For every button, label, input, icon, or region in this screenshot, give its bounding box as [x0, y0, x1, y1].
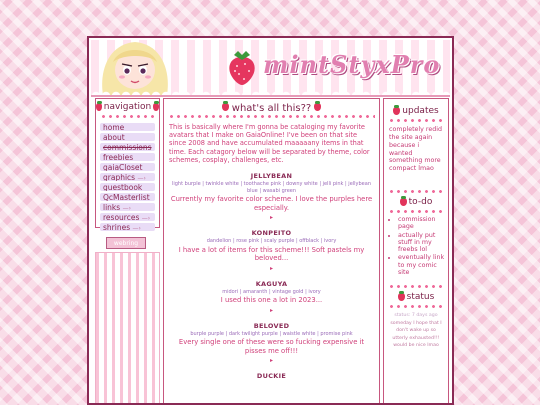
submenu-arrow-icon: —› [141, 214, 151, 221]
page-frame [87, 36, 454, 405]
decorative-pattern [95, 252, 160, 405]
section-description: I used this one a lot in 2023... [220, 296, 323, 305]
main-content [163, 98, 380, 405]
nav-item-freebies[interactable] [100, 153, 155, 162]
strawberry-icon [400, 198, 407, 206]
strawberry-logo-icon [225, 49, 259, 87]
nav-item-label: commissions [103, 142, 152, 151]
navigation-panel [95, 98, 160, 231]
navigation-title-text: navigation [103, 102, 152, 112]
nav-item-label: freebies [103, 152, 134, 161]
section-list [164, 172, 379, 380]
nav-item-label: home [103, 122, 125, 131]
todo-item: • actually put stuff in my freebs lol [398, 232, 445, 254]
strawberry-icon [96, 103, 102, 111]
header-scallop-divider [91, 90, 450, 96]
status-box [384, 284, 448, 350]
expand-arrow-icon[interactable]: ▸ [269, 214, 273, 222]
nav-item-guestbook[interactable] [100, 183, 155, 192]
strawberry-icon [153, 103, 159, 111]
status-content [384, 309, 448, 350]
status-message: someday I hope that I don't wake up so utterly exhausted!!! would be nice lmao [390, 320, 442, 349]
expand-arrow-icon[interactable]: ▸ [269, 357, 273, 365]
todo-title-text: to-do [408, 197, 433, 208]
strawberry-icon [398, 293, 405, 301]
nav-item-label: gaiaCloset [103, 162, 143, 171]
section-konpeito [164, 229, 379, 271]
nav-item-label: QcMasterlist [103, 192, 150, 201]
nav-item-gaiacloset[interactable] [100, 163, 155, 172]
webring-button[interactable]: webring [106, 237, 146, 249]
nav-item-label: resources [103, 212, 140, 221]
navigation-list [96, 119, 159, 235]
site-title: mintStyxPro [263, 50, 441, 79]
todo-item: • eventually link to my comic site [398, 254, 445, 276]
section-title[interactable]: DUCKIE [256, 372, 287, 381]
sidebar-right [383, 98, 449, 405]
strawberry-icon [393, 107, 400, 115]
expand-arrow-icon[interactable]: ▸ [269, 264, 273, 272]
nav-item-label: guestbook [103, 182, 143, 191]
section-title[interactable]: JELLYBEAN [250, 172, 293, 181]
main-title [164, 99, 379, 114]
nav-item-label: shrines [103, 222, 131, 231]
section-title[interactable]: KONPEITO [251, 229, 292, 238]
section-kaguya [164, 280, 379, 314]
section-color-tags: midori | amaranth | vintage gold | ivory [222, 288, 321, 295]
nav-item-qcmasterlist[interactable] [100, 193, 155, 202]
section-duckie [164, 372, 379, 380]
strawberry-icon [314, 103, 321, 111]
submenu-arrow-icon: —› [132, 224, 141, 231]
intro-text: This is basically where I'm gonna be cataloging my favorite avatars that I make on GaiaOnline! I've been on that site since 2008 and have accumulated maaaaany items in that time. Each catagory below will be separated by theme, color schemes, cosplay, challenges, etc. [169, 123, 370, 164]
section-description: Every single one of these were so fucking expensive it pisses me off!!! [178, 338, 365, 355]
nav-item-resources[interactable] [100, 213, 155, 222]
nav-item-shrines[interactable] [100, 223, 155, 232]
section-jellybean [164, 172, 379, 221]
status-title-text: status [406, 292, 435, 303]
navigation-title [96, 99, 159, 114]
section-title[interactable]: KAGUYA [255, 279, 288, 288]
todo-box [384, 189, 448, 276]
submenu-arrow-icon: —› [137, 174, 146, 181]
section-description: I have a lot of items for this scheme!!! Soft pastels my beloved... [178, 245, 365, 263]
nav-item-graphics[interactable] [100, 173, 155, 182]
status-title [384, 289, 448, 304]
nav-item-commissions[interactable] [100, 143, 155, 152]
strawberry-icon [222, 103, 229, 111]
section-beloved [164, 322, 379, 364]
updates-title [384, 103, 448, 118]
section-description: Currently my favorite color scheme. I love the purples here especially. [170, 195, 373, 212]
status-time: status: 7 days ago [394, 313, 438, 319]
updates-text: completely redid the site again because i wanted something more compact lmao [389, 126, 442, 173]
nav-item-about[interactable] [100, 133, 155, 142]
section-title[interactable]: BELOVED [253, 321, 290, 330]
updates-box [384, 103, 448, 173]
main-title-text: what's all this?? [231, 103, 312, 114]
todo-title [384, 194, 448, 209]
section-color-tags: dandelion | rose pink | scaly purple | offblack | ivory [206, 238, 337, 245]
site-header [91, 40, 450, 97]
section-color-tags: burple purple | dark twilight purple | waistle white | promise pink [190, 330, 353, 337]
todo-list [384, 214, 448, 276]
nav-item-links[interactable] [100, 203, 155, 212]
nav-item-label: graphics [103, 172, 136, 181]
expand-arrow-icon[interactable]: ▸ [269, 306, 273, 314]
nav-item-label: links [103, 202, 121, 211]
section-color-tags: light burple | twinkle white | toothache pink | downy white | jelli pink | jellybean blue | wasabi green [171, 181, 371, 194]
updates-title-text: updates [402, 106, 439, 116]
submenu-arrow-icon: —› [122, 204, 131, 211]
avatar-image [95, 40, 175, 95]
todo-item: • commission page [398, 216, 445, 230]
nav-item-label: about [103, 132, 125, 141]
nav-item-home[interactable] [100, 123, 155, 132]
